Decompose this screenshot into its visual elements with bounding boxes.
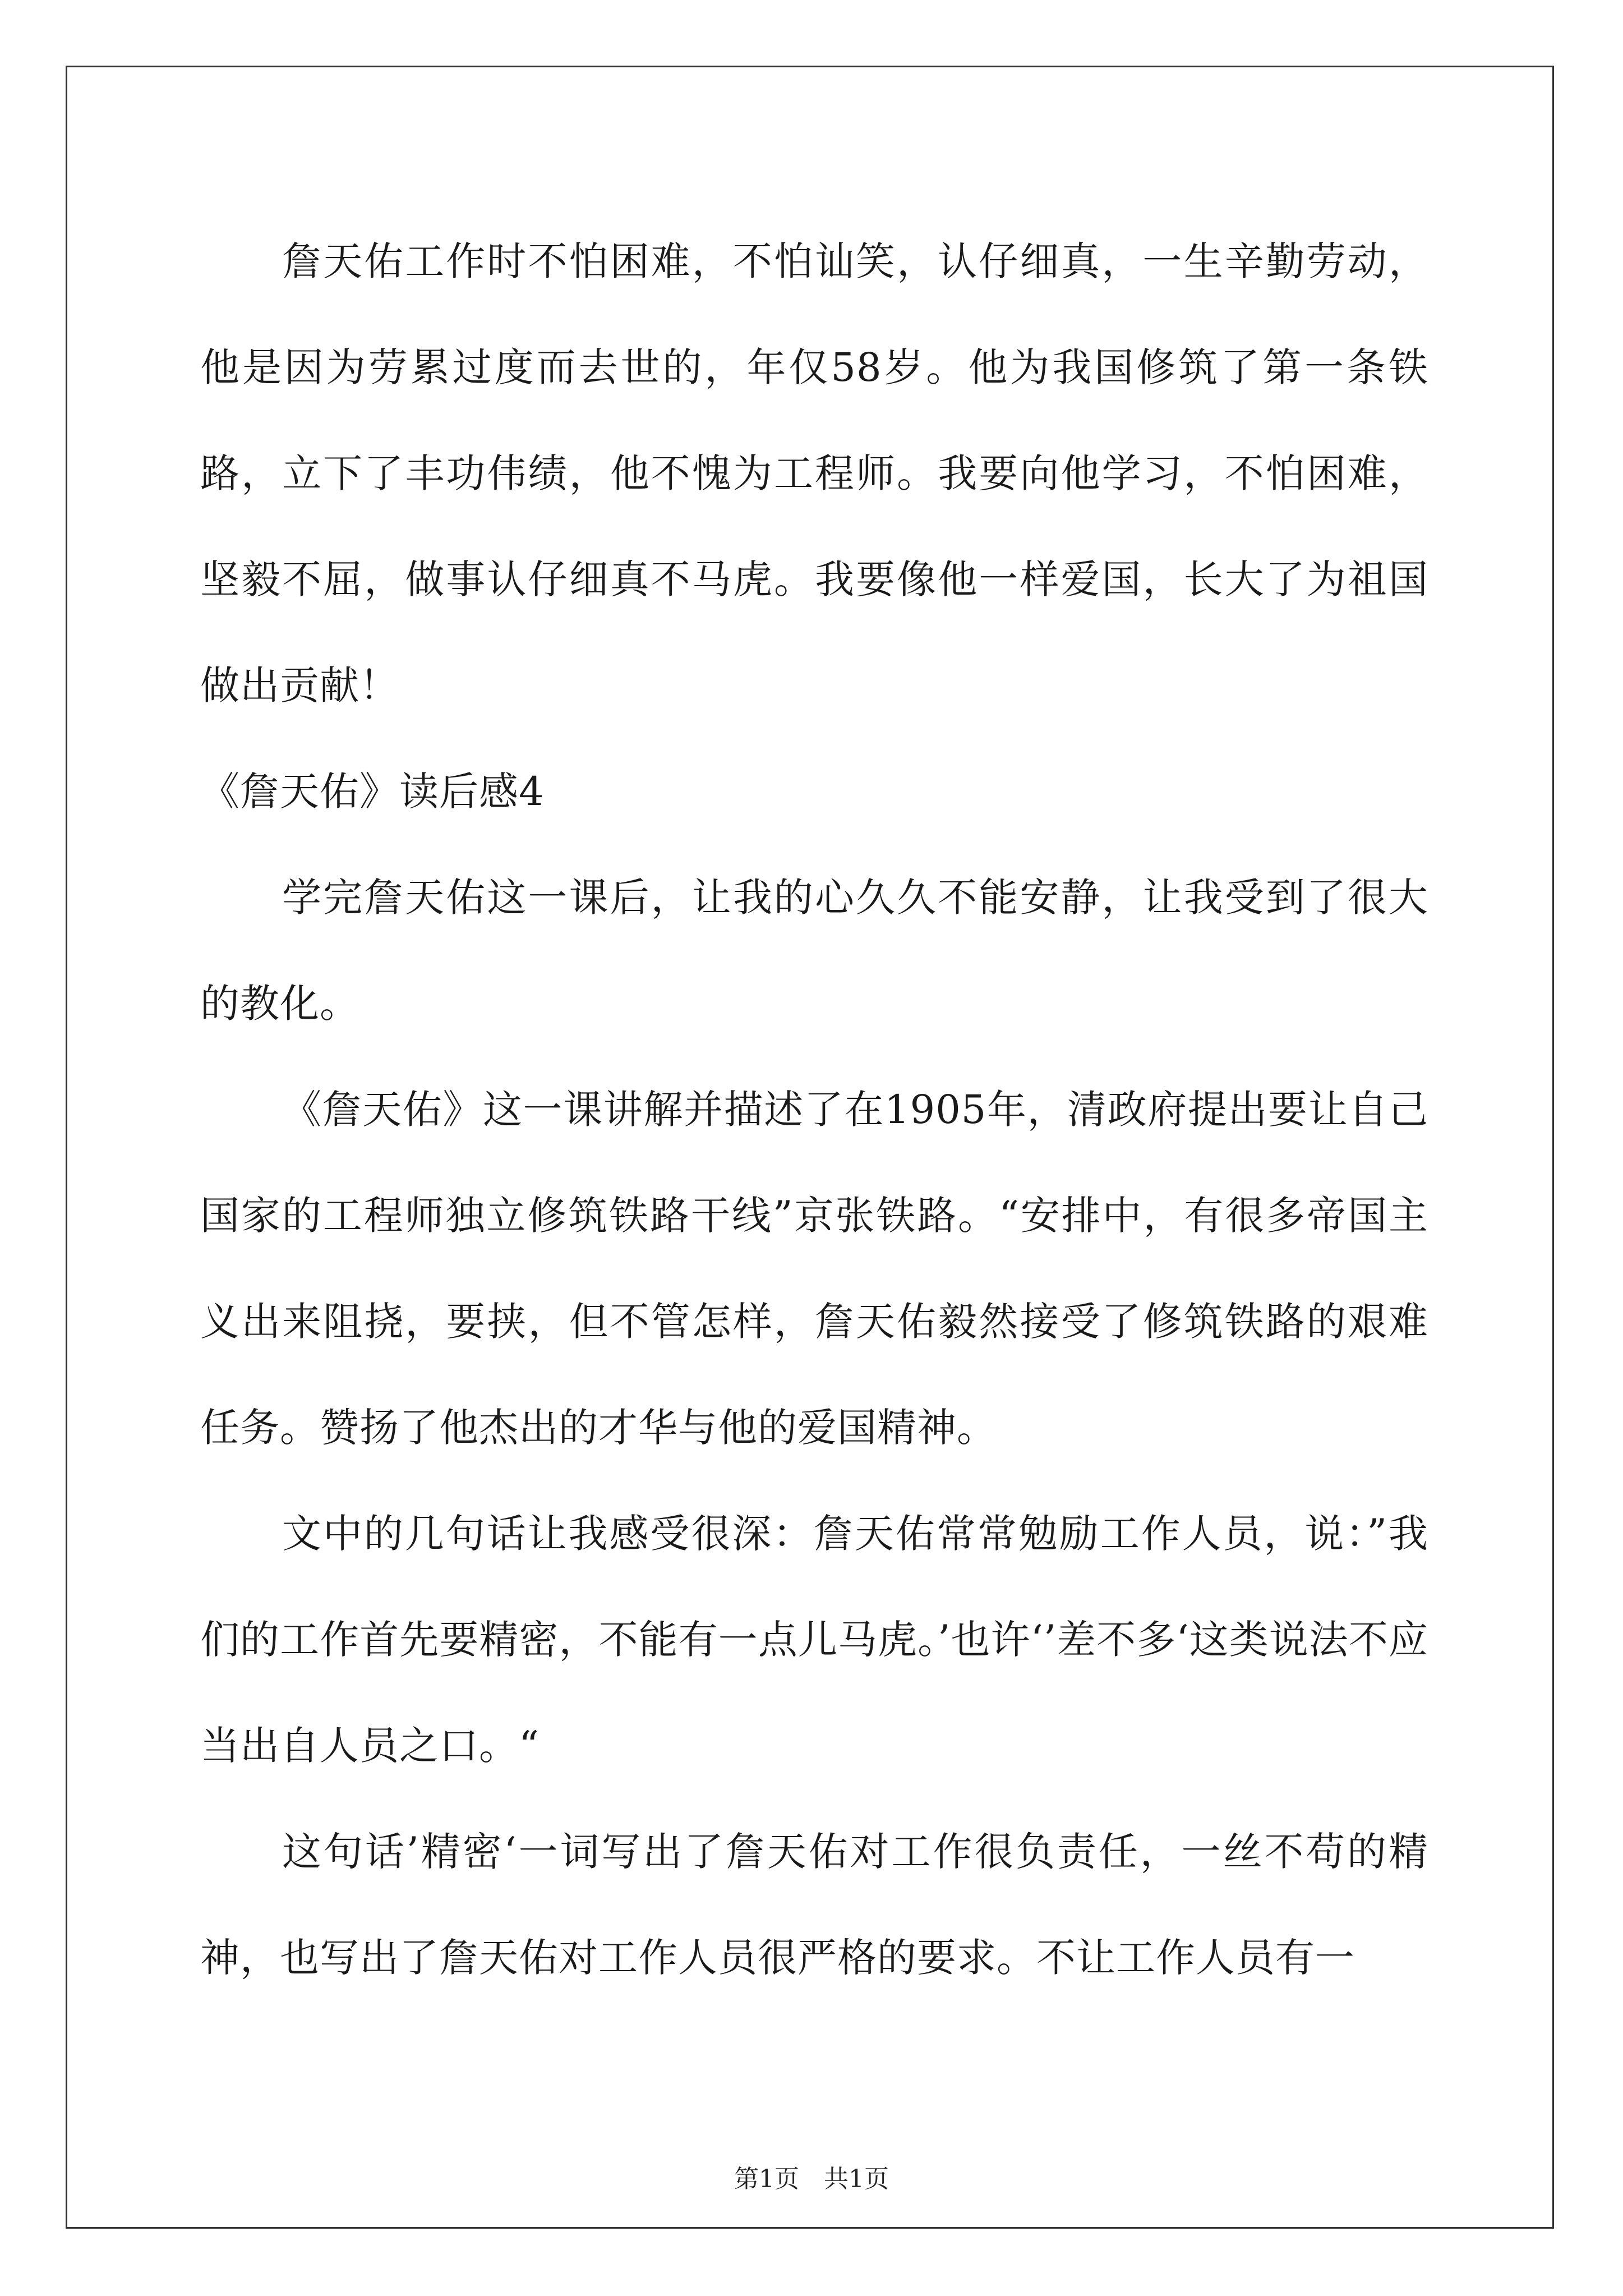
paragraph-summary: 《詹天佑》这一课讲解并描述了在1905年，清政府提出要让自己国家的工程师独立修筑铁路干线”京张铁路。“安排中，有很多帝国主义出来阻挠，要挟，但不管怎样，詹天佑毅然接受了修筑铁路的艰难任务。赞扬了他杰出的才华与他的爱国精神。 (200, 1087, 1428, 1451)
paragraph-analysis: 这句话’精密‘一词写出了詹天佑对工作很负责任，一丝不苟的精神，也写出了詹天佑对工作人员很严格的要求。不让工作人员有一 (200, 1829, 1428, 1981)
paragraph-quote: 文中的几句话让我感受很深：詹天佑常常勉励工作人员，说：”我们的工作首先要精密，不能有一点儿马虎。’也许‘’差不多‘这类说法不应当出自人员之口。“ (200, 1511, 1428, 1769)
document-body (200, 209, 1428, 2011)
page-number: 第1页 共1页 (734, 2165, 889, 2193)
section-heading: 《詹天佑》读后感4 (200, 769, 545, 815)
paragraph-intro: 学完詹天佑这一课后，让我的心久久不能安静，让我受到了很大的教化。 (200, 875, 1428, 1027)
paragraph-conclusion: 詹天佑工作时不怕困难，不怕讪笑，认仔细真，一生辛勤劳动，他是因为劳累过度而去世的，年仅58岁。他为我国修筑了第一条铁路，立下了丰功伟绩，他不愧为工程师。我要向他学习，不怕困难，坚毅不屈，做事认仔细真不马虎。我要像他一样爱国，长大了为祖国做出贡献！ (200, 238, 1428, 708)
